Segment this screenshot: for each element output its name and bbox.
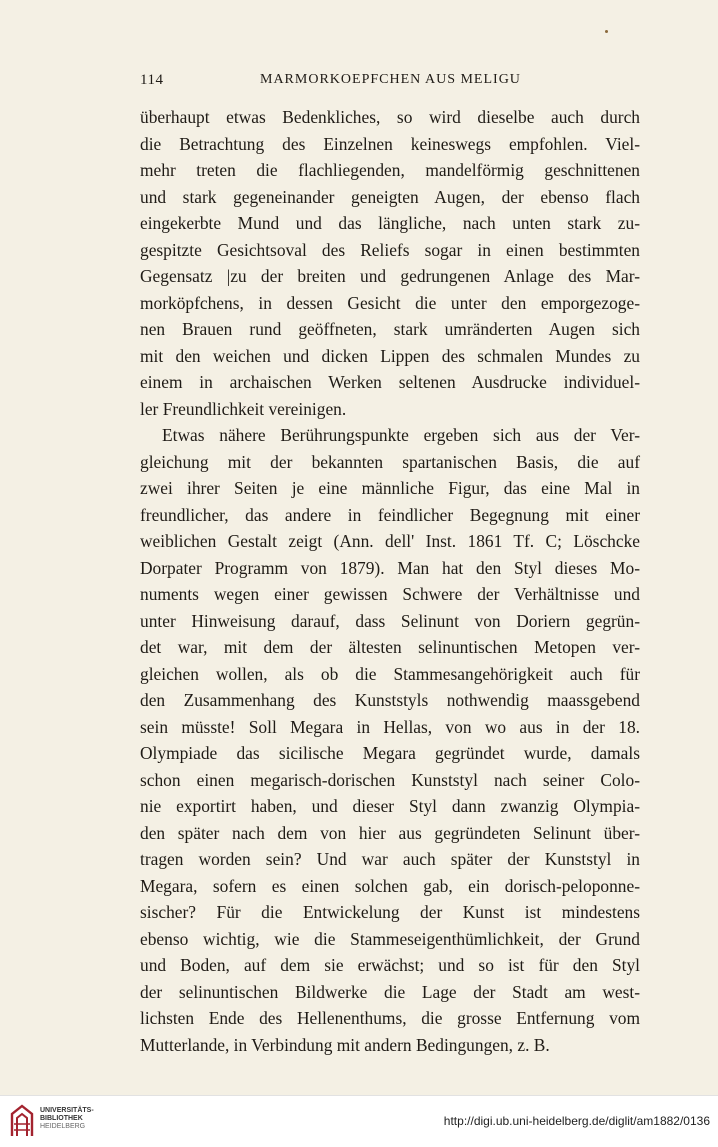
university-library-logo-icon — [8, 1102, 36, 1140]
text-line: den Zusammenhang des Kunststyls nothwendig maassgebend — [140, 690, 640, 710]
library-name-line: HEIDELBERG — [40, 1123, 86, 1130]
source-url-link[interactable]: http://digi.ub.uni-heidelberg.de/diglit/am1882/0136 — [443, 1114, 710, 1128]
text-line: mehr treten die flachliegenden, mandelförmig geschnittenen — [140, 160, 640, 180]
text-line: mit den weichen und dicken Lippen des schmalen Mundes zu — [140, 345, 640, 366]
text-line: den später nach dem von hier aus gegründeten Selinunt über- — [140, 822, 640, 843]
text-line: weiblichen Gestalt zeigt (Ann. dell' Inst. 1861 Tf. C; Löschcke — [140, 531, 640, 551]
text-line: schon einen megarisch-dorischen Kunststyl nach seiner Colo- — [140, 769, 640, 790]
text-line: der selinuntischen Bildwerke die Lage der Stadt am west- — [140, 981, 640, 1002]
page-number: 114 — [140, 72, 164, 88]
text-line: einem in archaischen Werken seltenen Ausdrucke individuel- — [140, 372, 640, 392]
text-line: nie exportirt haben, und dieser Styl dann zwanzig Olympia- — [140, 796, 640, 816]
library-name — [40, 1107, 94, 1131]
text-line: ler Freundlichkeit vereinigen. — [140, 398, 347, 419]
text-line: Etwas nähere Berührungspunkte ergeben sich aus der Ver- — [162, 425, 640, 445]
library-name-line: UNIVERSITÄTS- — [40, 1107, 94, 1114]
text-line: morköpfchens, in dessen Gesicht die unter den emporgezoge- — [140, 292, 640, 313]
text-line: Olympiade das sicilische Megara gegründet wurde, damals — [140, 743, 640, 763]
text-line: sischer? Für die Entwickelung der Kunst ist mindestens — [140, 902, 640, 922]
library-name-line: BIBLIOTHEK — [40, 1115, 83, 1122]
text-line: gespitzte Gesichtsoval des Reliefs sogar in einen bestimmten — [140, 239, 640, 260]
page-header — [140, 72, 640, 94]
text-line: Mutterlande, in Verbindung mit andern Bedingungen, z. B. — [140, 1034, 550, 1055]
text-line: Gegensatz |zu der breiten und gedrungenen Anlage des Mar- — [140, 266, 640, 286]
text-line: sein müsste! Soll Megara in Hellas, von wo aus in der 18. — [140, 716, 640, 737]
body-text — [140, 104, 640, 1058]
text-line: unter Hinweisung darauf, dass Selinunt von Doriern gegrün- — [140, 610, 640, 631]
text-line: lichsten Ende des Hellenenthums, die grosse Entfernung vom — [140, 1008, 640, 1028]
text-line: gleichen wollen, als ob die Stammesangehörigkeit auch für — [140, 663, 640, 684]
text-line: numents wegen einer gewissen Schwere der Verhältnisse und — [140, 584, 640, 604]
text-line: freundlicher, das andere in feindlicher Begegnung mit einer — [140, 504, 640, 525]
text-line: überhaupt etwas Bedenkliches, so wird dieselbe auch durch — [140, 107, 640, 127]
text-line: und stark gegeneinander geneigten Augen, der ebenso flach — [140, 186, 640, 207]
text-line: gleichung mit der bekannten spartanischen Basis, die auf — [140, 451, 640, 472]
text-line: Megara, sofern es einen solchen gab, ein dorisch-peloponne- — [140, 875, 640, 896]
footer-bar — [0, 1095, 718, 1147]
text-line: ebenso wichtig, wie die Stammeseigenthümlichkeit, der Grund — [140, 928, 640, 949]
running-title: MARMORKOEPFCHEN AUS MELIGU — [260, 72, 521, 87]
text-line: tragen worden sein? Und war auch später der Kunststyl in — [140, 849, 640, 869]
text-line: zwei ihrer Seiten je eine männliche Figur, das eine Mal in — [140, 478, 640, 498]
text-line: Dorpater Programm von 1879). Man hat den Styl dieses Mo- — [140, 557, 640, 578]
text-line: eingekerbte Mund und das längliche, nach unten stark zu- — [140, 213, 640, 233]
paper-speck — [605, 30, 608, 33]
text-line: det war, mit dem der ältesten selinuntischen Metopen ver- — [140, 637, 640, 657]
text-line: nen Brauen rund geöffneten, stark umränderten Augen sich — [140, 319, 640, 339]
text-line: und Boden, auf dem sie erwächst; und so ist für den Styl — [140, 955, 640, 975]
text-line: die Betrachtung des Einzelnen keineswegs empfohlen. Viel- — [140, 133, 640, 154]
